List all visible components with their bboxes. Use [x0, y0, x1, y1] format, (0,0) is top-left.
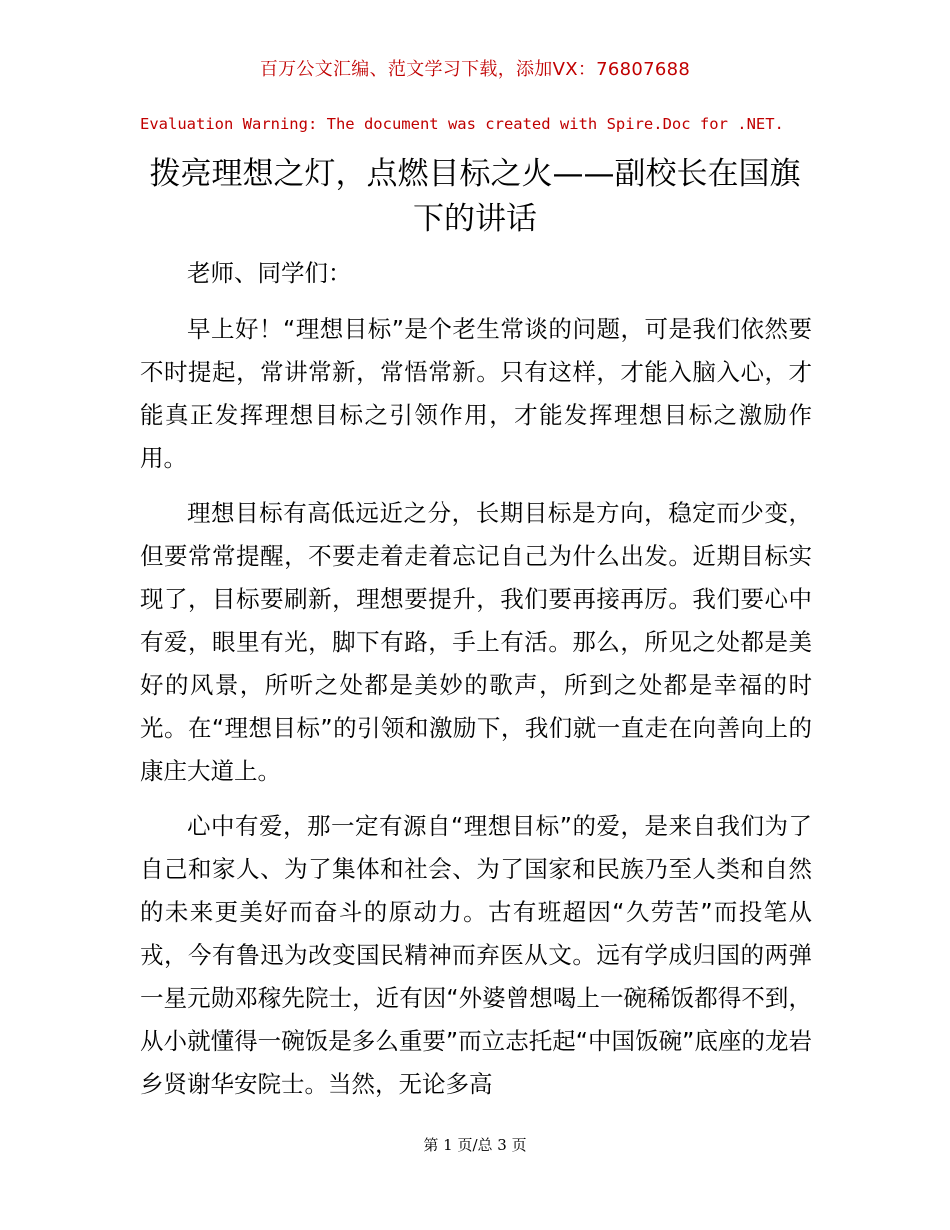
document-title: 拨亮理想之灯，点燃目标之火——副校长在国旗下的讲话	[149, 156, 801, 237]
evaluation-warning: Evaluation Warning: The document was created with Spire.Doc for .NET.	[140, 115, 784, 133]
body-paragraph: 心中有爱，那一定有源自“理想目标”的爱，是来自我们为了自己和家人、为了集体和社会、为了国家和民族乃至人类和自然的未来更美好而奋斗的原动力。古有班超因“久劳苦”而投笔从戎，今有鲁迅为改变国民精神而弃医从文。远有学成归国的两弹一星元勋邓稼先院士，近有因“外婆曾想喝上一碗稀饭都得不到，从小就懂得一碗饭是多么重要”而立志托起“中国饭碗”底座的龙岩乡贤谢华安院士。当然，无论多高	[140, 812, 812, 1098]
body-paragraph: 早上好！“理想目标”是个老生常谈的问题，可是我们依然要不时提起，常讲常新，常悟常新。只有这样，才能入脑入心，才能真正发挥理想目标之引领作用，才能发挥理想目标之激励作用。	[140, 315, 812, 472]
salutation: 老师、同学们：	[187, 259, 352, 287]
body-paragraph: 理想目标有高低远近之分，长期目标是方向，稳定而少变，但要常常提醒，不要走着走着忘记自己为什么出发。近期目标实现了，目标要刷新，理想要提升，我们要再接再厉。我们要心中有爱，眼里有光，脚下有路，手上有活。那么，所见之处都是美好的风景，所听之处都是美妙的歌声，所到之处都是幸福的时光。在“理想目标”的引领和激励下，我们就一直走在向善向上的康庄大道上。	[140, 499, 812, 785]
header-banner: 百万公文汇编、范文学习下载，添加VX：76807688	[259, 59, 691, 80]
document-body	[140, 252, 812, 1118]
page-number: 第 1 页/总 3 页	[423, 1136, 527, 1154]
